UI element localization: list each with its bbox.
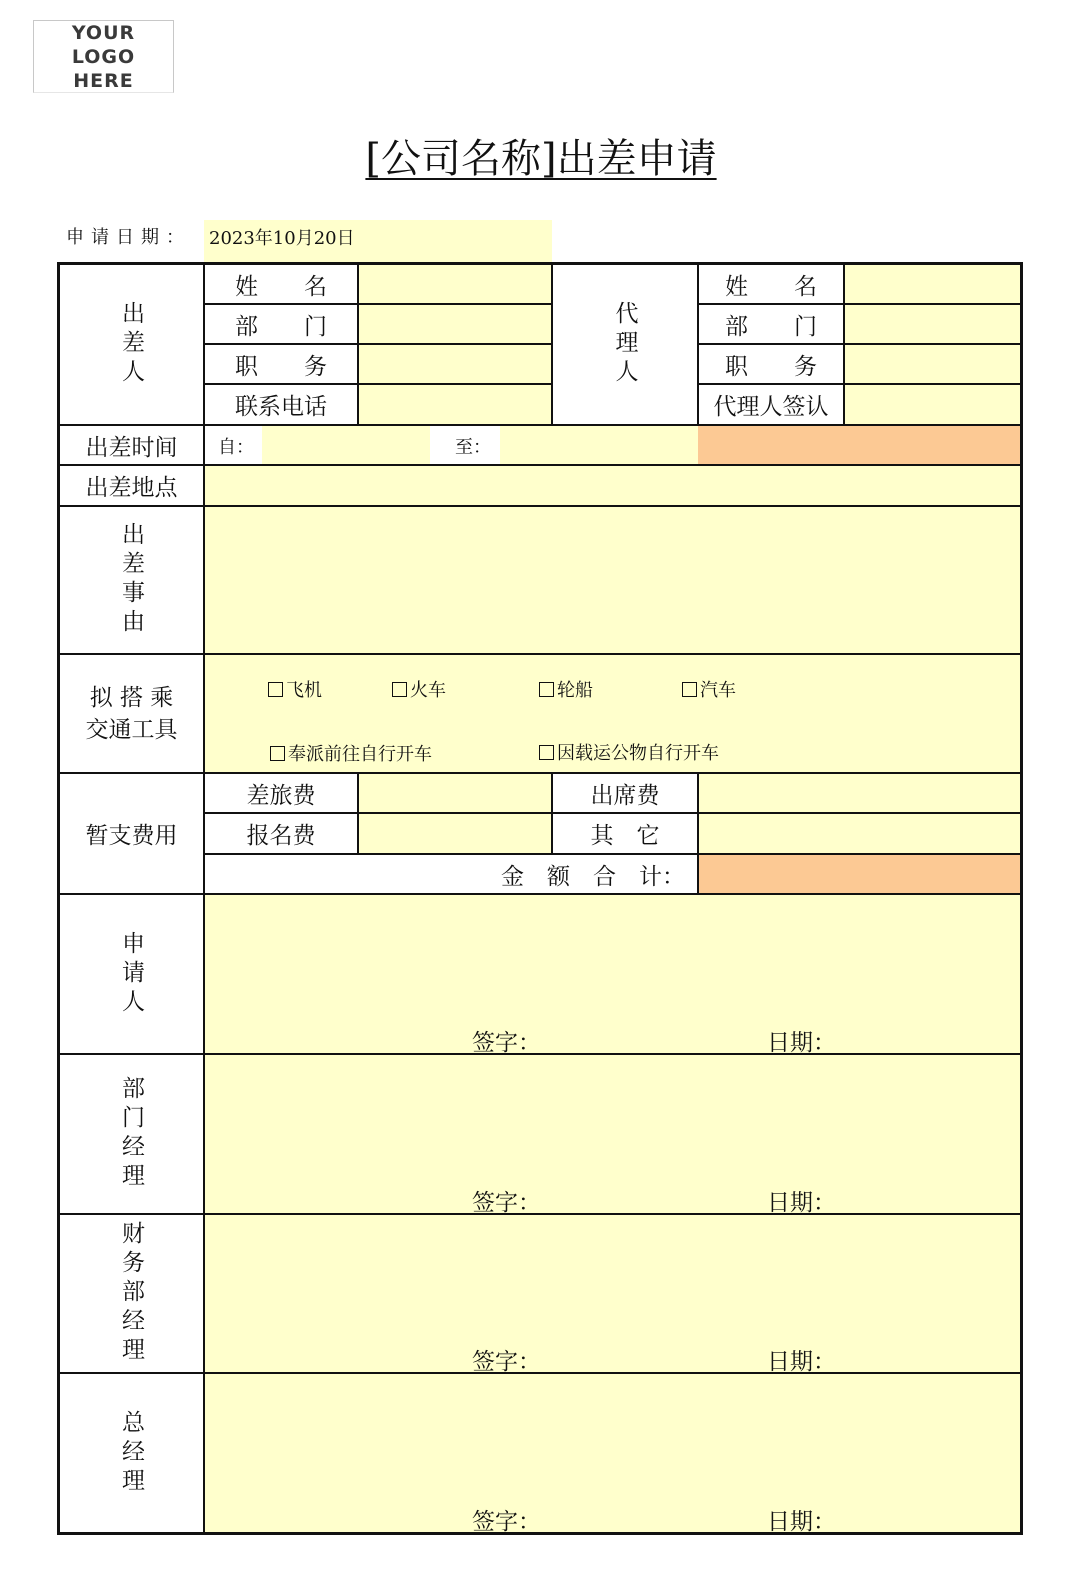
traveler-dept-label: 部 门 [235, 313, 327, 340]
travel-time-label: 出差时间 [85, 434, 178, 461]
agent-label: 代理人 [611, 301, 638, 388]
travel-time-to-field[interactable] [500, 426, 698, 464]
checkbox[interactable] [682, 682, 697, 697]
traveler-position-label: 职 务 [235, 353, 327, 380]
travel-reason-field[interactable] [205, 507, 1021, 653]
travel-reason-label-cell [60, 507, 203, 653]
transport-option-car[interactable] [682, 676, 736, 702]
option-label: 轮船 [557, 680, 593, 701]
checkbox[interactable] [539, 745, 554, 760]
transport-option-ship[interactable] [539, 676, 593, 702]
general-manager-date-label: 日期： [767, 1509, 836, 1535]
advance-total-field[interactable] [698, 855, 1021, 893]
option-label: 飞机 [286, 680, 322, 701]
traveler-phone-label: 联系电话 [235, 394, 327, 420]
total-amount-label: 金 额 合 计： [501, 863, 685, 890]
advance-label: 暂支费用 [85, 823, 178, 849]
general-manager-sign-area[interactable] [205, 1374, 1021, 1532]
company-logo [33, 20, 174, 93]
checkbox[interactable] [270, 746, 285, 761]
transport-option-cargo-drive[interactable] [539, 739, 719, 765]
dept-manager-sign-area[interactable] [205, 1055, 1021, 1213]
transport-label-line1: 拟 搭 乘 [89, 684, 174, 711]
applicant-label: 申请人 [118, 930, 144, 1018]
dept-manager-date-label: 日期： [767, 1190, 836, 1216]
apply-date-label: 申请日期： [66, 227, 191, 248]
grid-line [203, 262, 205, 1535]
applicant-signature-label: 签字： [472, 1030, 541, 1056]
option-label: 因载运公物自行开车 [557, 743, 719, 764]
travel-time-to-label: 至： [455, 437, 491, 458]
general-manager-label: 总经理 [118, 1409, 144, 1497]
finance-manager-sign-area[interactable] [205, 1215, 1021, 1372]
dept-manager-signature-label: 签字： [472, 1190, 541, 1216]
applicant-label-cell [60, 895, 203, 1053]
traveler-label-cell [60, 265, 203, 424]
travel-time-from-label: 自： [218, 437, 254, 458]
dept-manager-label: 部门经理 [118, 1076, 144, 1192]
travel-time-total-field[interactable] [698, 426, 1021, 464]
travel-reason-label: 出差事由 [118, 522, 144, 638]
agent-position-label: 职 务 [725, 353, 817, 380]
agent-dept-label: 部 门 [725, 313, 817, 340]
option-label: 奉派前往自行开车 [288, 744, 432, 765]
grid-line [843, 262, 845, 425]
traveler-label: 出差人 [118, 301, 144, 388]
checkbox[interactable] [268, 682, 283, 697]
applicant-date-label: 日期： [767, 1030, 836, 1056]
finance-manager-date-label: 日期： [767, 1349, 836, 1375]
travel-place-field[interactable] [205, 466, 1021, 505]
general-manager-label-cell [60, 1374, 203, 1532]
dept-manager-label-cell [60, 1055, 203, 1213]
grid-line [357, 772, 359, 854]
transport-label-cell [60, 655, 203, 772]
transport-label-line2: 交通工具 [85, 716, 178, 743]
travel-time-from-field[interactable] [262, 426, 430, 464]
applicant-sign-area[interactable] [205, 895, 1021, 1053]
option-label: 汽车 [700, 680, 736, 701]
traveler-name-label: 姓 名 [235, 273, 327, 300]
general-manager-signature-label: 签字： [472, 1509, 541, 1535]
other-fee-label: 其 它 [590, 823, 660, 849]
travel-place-label: 出差地点 [85, 475, 178, 501]
checkbox[interactable] [539, 682, 554, 697]
agent-label-cell [553, 265, 697, 424]
registration-fee-label: 报名费 [246, 823, 316, 849]
option-label: 火车 [410, 680, 446, 701]
grid-line [357, 262, 359, 425]
finance-manager-label-cell [60, 1215, 203, 1372]
transport-option-self-drive[interactable] [270, 740, 432, 766]
travel-expense-label: 差旅费 [246, 782, 316, 809]
finance-manager-signature-label: 签字： [472, 1349, 541, 1375]
logo-text: YOUR LOGO HERE [71, 21, 136, 92]
agent-confirm-label: 代理人签认 [713, 394, 829, 420]
transport-option-plane[interactable] [268, 676, 322, 702]
checkbox[interactable] [392, 682, 407, 697]
finance-manager-label: 财务部经理 [118, 1221, 144, 1366]
attendance-fee-label: 出席费 [590, 782, 660, 809]
agent-name-label: 姓 名 [725, 273, 817, 300]
grid-line [697, 772, 699, 894]
apply-date-field[interactable]: 2023年10月20日 [204, 220, 552, 262]
transport-option-train[interactable] [392, 676, 446, 702]
form-title-text: [公司名称]出差申请 [365, 136, 717, 182]
grid-line [1020, 262, 1023, 1535]
form-title [0, 132, 1065, 186]
